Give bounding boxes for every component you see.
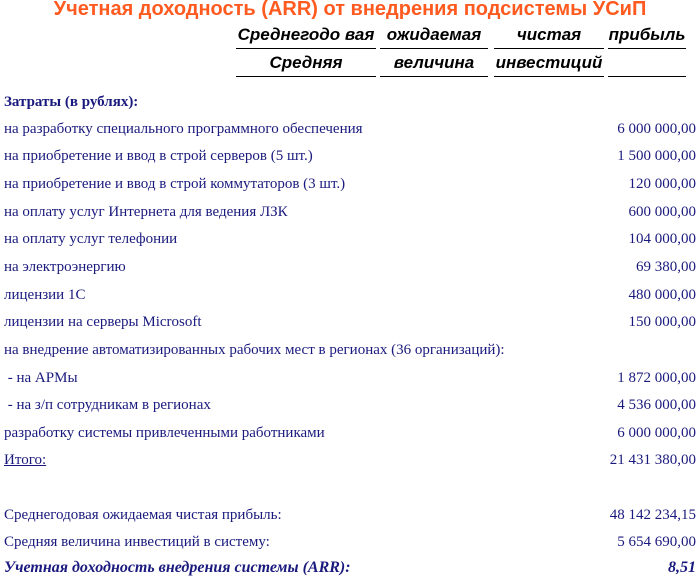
- cost-value: 120 000,00: [628, 176, 696, 192]
- cost-row: [4, 146, 696, 166]
- cost-row: [4, 340, 696, 360]
- header-denominator-3: инвестиций: [495, 53, 603, 72]
- cost-row: [4, 174, 696, 194]
- cost-row: [4, 368, 696, 388]
- cost-label: лицензии 1С: [4, 287, 86, 303]
- header-line-1a: [236, 48, 376, 49]
- cost-row: [4, 395, 696, 415]
- cost-value: 69 380,00: [636, 259, 696, 275]
- cost-label: на внедрение автоматизированных рабочих мест в регионах (36 организаций):: [4, 342, 505, 358]
- cost-label: на приобретение и ввод в строй коммутаторов (3 шт.): [4, 176, 346, 192]
- cost-row: [4, 285, 696, 305]
- cost-value: 600 000,00: [628, 204, 696, 220]
- page-title: Учетная доходность (ARR) от внедрения подсистемы УСиП: [53, 0, 647, 20]
- cost-value: 6 000 000,00: [617, 425, 696, 441]
- header-numerator-4: прибыль: [608, 25, 686, 44]
- cost-row: [4, 202, 696, 222]
- cost-value: 4 536 000,00: [617, 397, 696, 413]
- header-denominator-2: величина: [393, 53, 475, 72]
- cost-row: [4, 423, 696, 443]
- header-line-1c: [494, 48, 604, 49]
- header-numerator-2: ожидаемая: [386, 25, 482, 44]
- header-line-1b: [380, 48, 488, 49]
- avg-profit-value: 48 142 234,15: [609, 507, 696, 523]
- cost-row: [4, 119, 696, 139]
- header-line-2a: [236, 76, 376, 77]
- cost-value: 1 500 000,00: [617, 148, 696, 164]
- cost-label: на приобретение и ввод в строй серверов (5 шт.): [4, 148, 313, 164]
- cost-label: лицензии на серверы Microsoft: [4, 314, 202, 330]
- cost-value: 6 000 000,00: [617, 121, 696, 137]
- avg-investment-value: 5 654 690,00: [617, 534, 696, 550]
- cost-label: - на з/п сотрудникам в регионах: [4, 397, 211, 413]
- total-label: Итого:: [4, 452, 47, 468]
- header-numerator-1: Среднегодо вая: [237, 25, 375, 44]
- header-line-2c: [494, 76, 604, 77]
- cost-label: на разработку специального программного обеспечения: [4, 121, 363, 137]
- arr-result-label: Учетная доходность внедрения системы (ARR):: [4, 559, 351, 576]
- total-row: [4, 450, 696, 470]
- cost-label: на электроэнергию: [4, 259, 126, 275]
- header-line-2d: [608, 76, 686, 77]
- cost-value: 150 000,00: [628, 314, 696, 330]
- arr-result-value: 8,51: [668, 559, 696, 576]
- summary-row: [4, 505, 696, 525]
- total-value: 21 431 380,00: [609, 452, 696, 468]
- costs-section-label: Затраты (в рублях):: [4, 94, 139, 110]
- summary-row: [4, 532, 696, 552]
- cost-label: разработку системы привлеченными работниками: [4, 425, 325, 441]
- cost-label: на оплату услуг Интернета для ведения ЛЗК: [4, 204, 288, 220]
- cost-row: [4, 312, 696, 332]
- cost-row: [4, 229, 696, 249]
- costs-section-title: [4, 92, 696, 112]
- avg-profit-label: Среднегодовая ожидаемая чистая прибыль:: [4, 507, 282, 523]
- header-line-1d: [608, 48, 686, 49]
- avg-investment-label: Средняя величина инвестиций в систему:: [4, 534, 270, 550]
- header-denominator-1: Средняя: [269, 53, 343, 72]
- cost-value: 104 000,00: [628, 231, 696, 247]
- cost-label: на оплату услуг телефонии: [4, 231, 178, 247]
- cost-label: - на АРМы: [4, 370, 78, 386]
- cost-row: [4, 257, 696, 277]
- cost-value: 480 000,00: [628, 287, 696, 303]
- header-numerator-3: чистая: [516, 25, 582, 44]
- header-line-2b: [380, 76, 488, 77]
- arr-result-row: [4, 558, 696, 578]
- cost-value: 1 872 000,00: [617, 370, 696, 386]
